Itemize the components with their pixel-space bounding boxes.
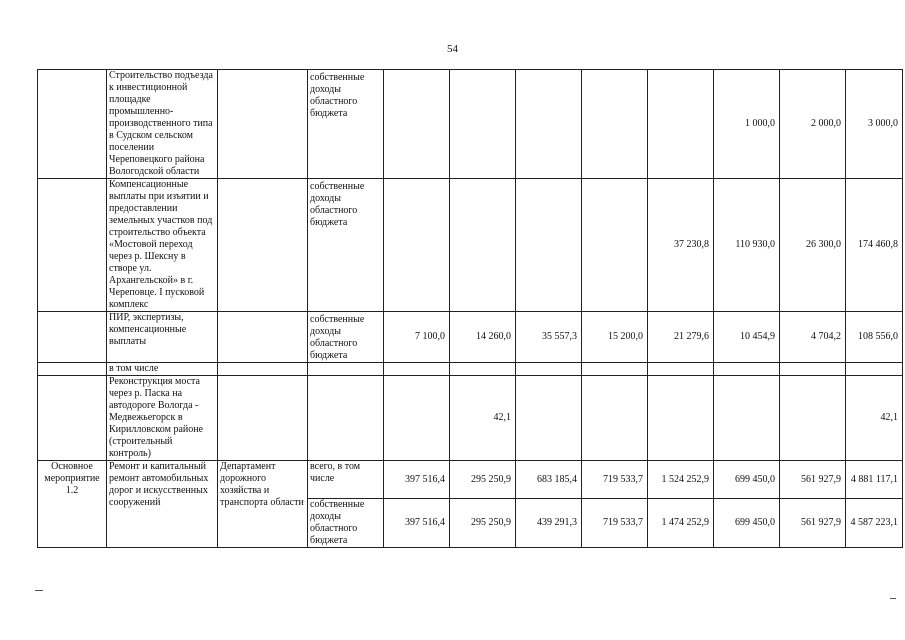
value-cell: 108 556,0: [846, 312, 903, 363]
value-cell: 397 516,4: [384, 499, 450, 548]
event-label-cell: [38, 376, 107, 461]
page-number: 54: [447, 43, 458, 55]
table-row: [38, 376, 903, 461]
value-cell: 2 000,0: [780, 70, 846, 179]
executor-cell: [218, 376, 308, 461]
scan-mark: [35, 590, 43, 591]
value-cell: 439 291,3: [516, 499, 582, 548]
event-name-cell: Строительство подъезда к инвестиционной площадке промышленно-производственного типа в Судском сельском поселении Череповецкого района Вологодской области: [107, 70, 218, 179]
main-event-label-cell: Основное мероприятие 1.2: [38, 461, 107, 548]
value-cell: [516, 376, 582, 461]
table-row: [38, 179, 903, 312]
value-cell: 3 000,0: [846, 70, 903, 179]
value-cell: 1 474 252,9: [648, 499, 714, 548]
main-event-executor-cell: Департамент дорожного хозяйства и транспорта области: [218, 461, 308, 548]
executor-cell: [218, 312, 308, 363]
value-cell: [582, 70, 648, 179]
funding-source-cell: собственные доходы областного бюджета: [308, 70, 384, 179]
scan-mark: [890, 598, 896, 599]
value-cell: [582, 363, 648, 376]
funding-source-cell: собственные доходы областного бюджета: [308, 312, 384, 363]
funding-source-cell: собственные доходы областного бюджета: [308, 179, 384, 312]
value-cell: 35 557,3: [516, 312, 582, 363]
event-label-cell: [38, 312, 107, 363]
value-cell: 15 200,0: [582, 312, 648, 363]
executor-cell: [218, 70, 308, 179]
value-cell: 1 000,0: [714, 70, 780, 179]
value-cell: [450, 363, 516, 376]
value-cell: [384, 363, 450, 376]
value-cell: 14 260,0: [450, 312, 516, 363]
value-cell: [582, 376, 648, 461]
value-cell: [384, 376, 450, 461]
executor-cell: [218, 363, 308, 376]
table-row: [38, 363, 903, 376]
value-cell: 699 450,0: [714, 461, 780, 499]
value-cell: 295 250,9: [450, 461, 516, 499]
value-cell: 37 230,8: [648, 179, 714, 312]
value-cell: [648, 70, 714, 179]
value-cell: 683 185,4: [516, 461, 582, 499]
value-cell: 42,1: [846, 376, 903, 461]
value-cell: 397 516,4: [384, 461, 450, 499]
value-cell: [846, 363, 903, 376]
value-cell: 1 524 252,9: [648, 461, 714, 499]
event-label-cell: [38, 70, 107, 179]
value-cell: [714, 363, 780, 376]
event-name-cell: Компенсационные выплаты при изъятии и предоставлении земельных участков под строительство объекта «Мостовой переход через р. Шексну в створе ул. Архангельской» в г. Череповце. I пусковой комплекс: [107, 179, 218, 312]
value-cell: 42,1: [450, 376, 516, 461]
funding-source-cell: [308, 363, 384, 376]
executor-cell: [218, 179, 308, 312]
value-cell: [450, 70, 516, 179]
event-label-cell: [38, 363, 107, 376]
value-cell: [450, 179, 516, 312]
table-row: [38, 461, 903, 499]
event-name-cell: ПИР, экспертизы, компенсационные выплаты: [107, 312, 218, 363]
value-cell: 110 930,0: [714, 179, 780, 312]
value-cell: [780, 376, 846, 461]
value-cell: [516, 179, 582, 312]
funding-source-cell: всего, в том числе: [308, 461, 384, 499]
table-row: [38, 312, 903, 363]
value-cell: 4 704,2: [780, 312, 846, 363]
value-cell: 295 250,9: [450, 499, 516, 548]
value-cell: 174 460,8: [846, 179, 903, 312]
event-label-cell: [38, 179, 107, 312]
budget-table: [37, 69, 903, 548]
value-cell: [714, 376, 780, 461]
value-cell: [780, 363, 846, 376]
funding-source-cell: собственные доходы областного бюджета: [308, 499, 384, 548]
value-cell: [516, 70, 582, 179]
value-cell: [582, 179, 648, 312]
value-cell: [648, 376, 714, 461]
value-cell: 26 300,0: [780, 179, 846, 312]
value-cell: [384, 70, 450, 179]
funding-source-cell: [308, 376, 384, 461]
table-row: [38, 70, 903, 179]
main-event-name-cell: Ремонт и капитальный ремонт автомобильных дорог и искусственных сооружений: [107, 461, 218, 548]
value-cell: 719 533,7: [582, 499, 648, 548]
value-cell: 561 927,9: [780, 461, 846, 499]
event-name-cell: в том числе: [107, 363, 218, 376]
value-cell: 699 450,0: [714, 499, 780, 548]
value-cell: 4 881 117,1: [846, 461, 903, 499]
value-cell: 561 927,9: [780, 499, 846, 548]
event-name-cell: Реконструкция моста через р. Паска на автодороге Вологда - Медвежьегорск в Кирилловском районе (строительный контроль): [107, 376, 218, 461]
value-cell: 10 454,9: [714, 312, 780, 363]
value-cell: [384, 179, 450, 312]
value-cell: 21 279,6: [648, 312, 714, 363]
value-cell: 719 533,7: [582, 461, 648, 499]
value-cell: 7 100,0: [384, 312, 450, 363]
value-cell: [648, 363, 714, 376]
value-cell: 4 587 223,1: [846, 499, 903, 548]
value-cell: [516, 363, 582, 376]
